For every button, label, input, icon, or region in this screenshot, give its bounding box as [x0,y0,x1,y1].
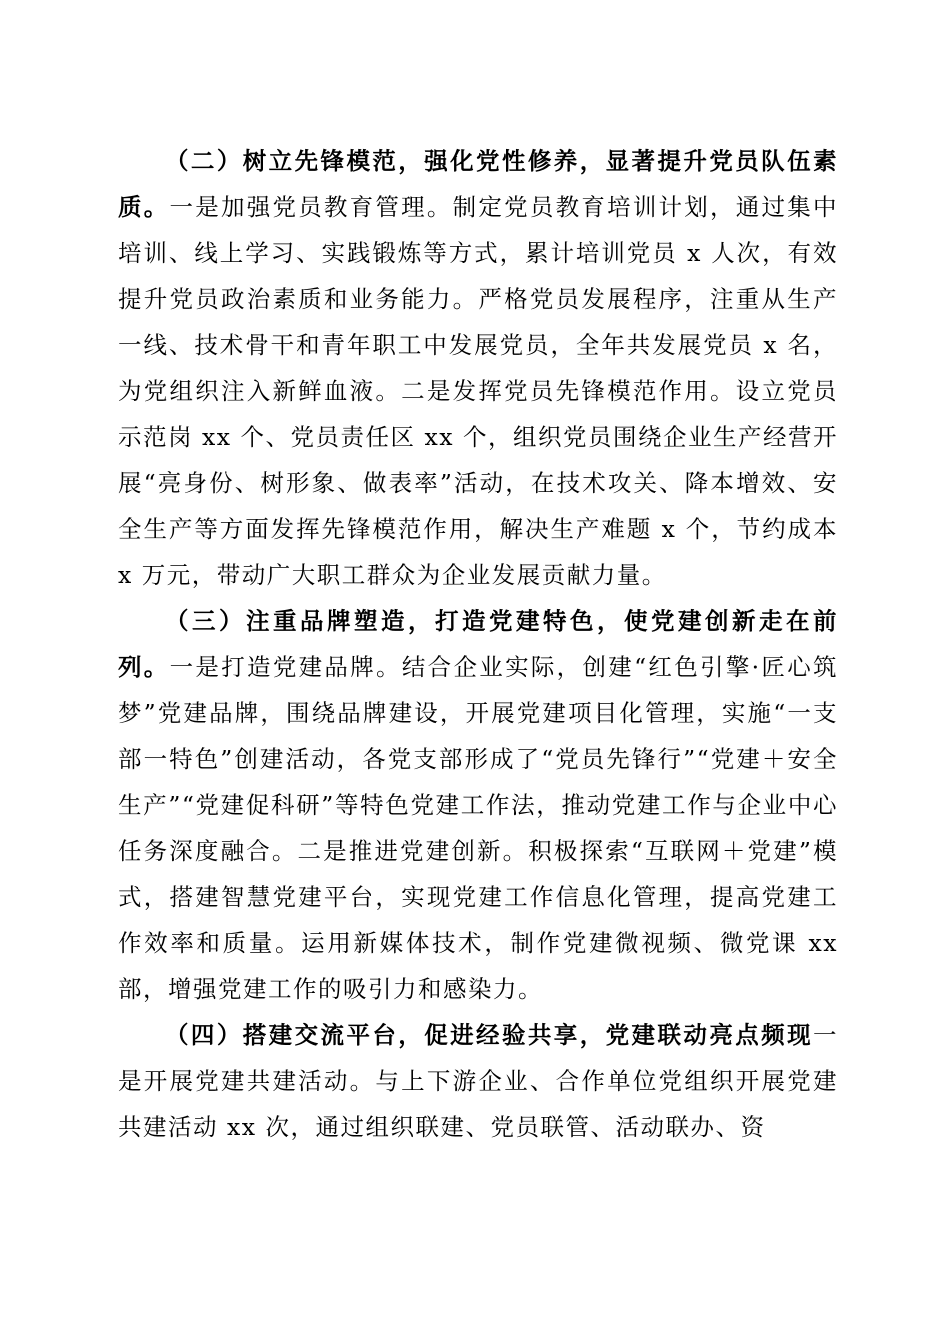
section-2-heading: （二）树立先锋模范，强化党性修养，显著提升党员队伍素质。 [118,147,838,221]
paragraph-section-4 [118,1012,838,1150]
section-2-body: 一是加强党员教育管理。制定党员教育培训计划，通过集中培训、线上学习、实践锻炼等方式，累计培训党员 x 人次，有效提升党员政治素质和业务能力。严格党员发展程序，注重从生产一线、技术骨干和青年职工中发展党员，全年共发展党员 x 名，为党组织注入新鲜血液。二是发挥党员先锋模范作用。设立党员示范岗 xx 个、党员责任区 xx 个，组织党员围绕企业生产经营开展“亮身份、树形象、做表率”活动，在技术攻关、降本增效、安全生产等方面发挥先锋模范作用，解决生产难题 x 个，节约成本 x 万元，带动广大职工群众为企业发展贡献力量。 [118,193,839,589]
document-body [118,138,838,1150]
paragraph-section-3 [118,598,838,1012]
section-3-body: 一是打造党建品牌。结合企业实际，创建“红色引擎·匠心筑梦”党建品牌，围绕品牌建设，开展党建项目化管理，实施“一支部一特色”创建活动，各党支部形成了“党员先锋行”“党建＋安全生产”“党建促科研”等特色党建工作法，推动党建工作与企业中心任务深度融合。二是推进党建创新。积极探索“互联网＋党建”模式，搭建智慧党建平台，实现党建工作信息化管理，提高党建工作效率和质量。运用新媒体技术，制作党建微视频、微党课 xx 部，增强党建工作的吸引力和感染力。 [118,653,838,1003]
section-4-body: 一是开展党建共建活动。与上下游企业、合作单位党组织开展党建共建活动 xx 次，通过组织联建、党员联管、活动联办、资 [118,1021,838,1141]
section-3-heading: （三）注重品牌塑造，打造党建特色，使党建创新走在前列。 [118,607,838,681]
section-4-heading: （四）搭建交流平台，促进经验共享，党建联动亮点频现 [165,1021,813,1049]
paragraph-section-2 [118,138,838,598]
